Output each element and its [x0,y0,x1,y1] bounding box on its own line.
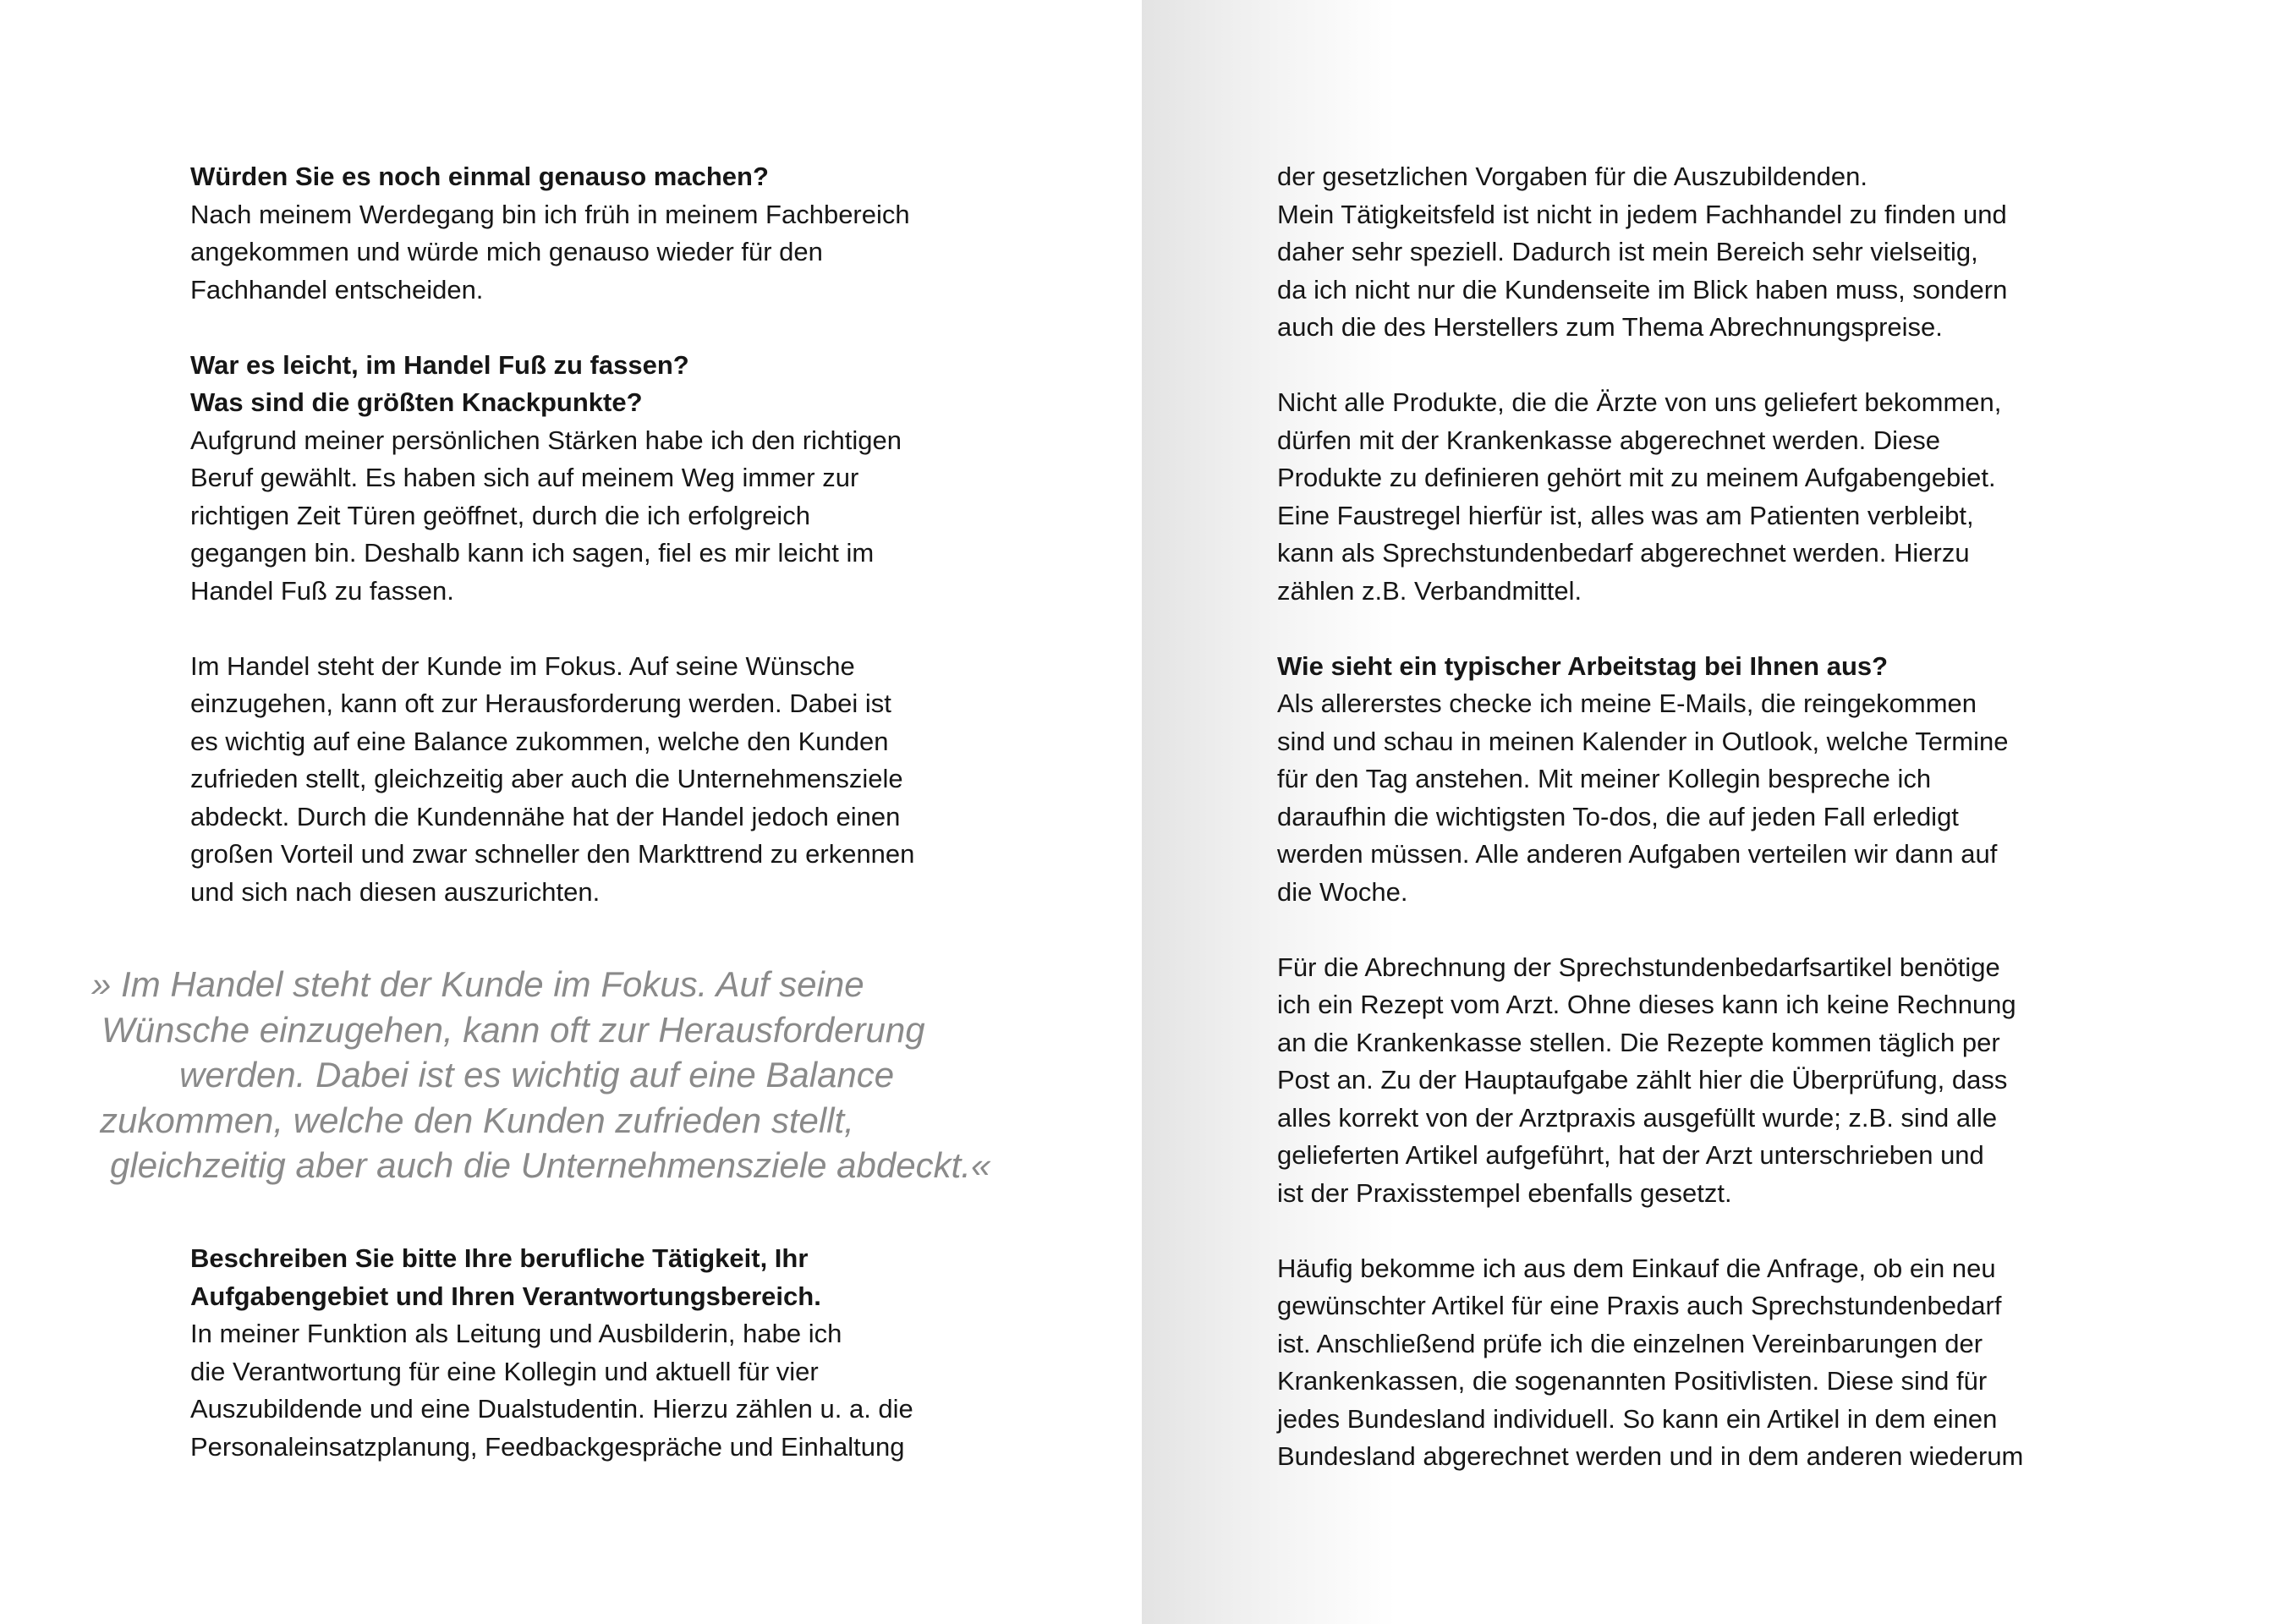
left-column-lower [190,1240,1036,1466]
question-heading: War es leicht, im Handel Fuß zu fassen? Was sind die größten Knackpunkte? [190,349,689,417]
answer-paragraph: Als allererstes checke ich meine E-Mails, die reingekommen sind und schau in meinen Kalender in Outlook, welche Termine für den Tag anstehen. Mit meiner Kollegin bespreche ich daraufhin die wichtigsten To-dos, die auf jeden Fall erledigt werden müssen. Alle anderen Aufgaben verteilen wir dann auf die Woche. [1277,689,2009,907]
right-page [1142,0,2276,1624]
pull-quote: » Im Handel steht der Kunde im Fokus. Auf seine Wünsche einzugehen, kann oft zur Herausforderung werden. Dabei ist es wichtig auf eine Balance zukommen, welche den Kunden zufrieden stellt, gleichzeitig aber auch die Unternehmensziele abdeckt.« [91,964,991,1185]
answer-paragraph: Im Handel steht der Kunde im Fokus. Auf seine Wünsche einzugehen, kann oft zur Herausforderung werden. Dabei ist es wichtig auf eine Balance zukommen, welche den Kunden zufrieden stellt, gleichzeitig aber auch die Unternehmensziele abdeckt. Durch die Kundennähe hat der Handel jedoch einen großen Vorteil und zwar schneller den Markttrend zu erkennen und sich nach diesen auszurichten. [190,650,915,907]
question-heading: Würden Sie es noch einmal genauso machen? [190,162,769,191]
answer-paragraph: Für die Abrechnung der Sprechstundenbedarfsartikel benötige ich ein Rezept vom Arzt. Ohne dieses kann ich keine Rechnung an die Krankenkasse stellen. Die Rezepte kommen täglich per Post an. Zu der Hauptaufgabe zählt hier die Überprüfung, dass alles korrekt von der Arztpraxis ausgefüllt wurde; z.B. sind alle gelieferten Artikel aufgeführt, hat der Arzt unterschrieben und ist der Praxisstempel ebenfalls gesetzt. [1277,952,2016,1208]
answer-paragraph: der gesetzlichen Vorgaben für die Auszubildenden. Mein Tätigkeitsfeld ist nicht in jedem Fachhandel zu finden und daher sehr speziell. Dadurch ist mein Bereich sehr vielseitig, da ich nicht nur die Kundenseite im Blick haben muss, sondern auch die des Herstellers zum Thema Abrechnungspreise. [1277,162,2008,342]
answer-paragraph: Aufgrund meiner persönlichen Stärken habe ich den richtigen Beruf gewählt. Es haben sich auf meinem Weg immer zur richtigen Zeit Türen geöffnet, durch die ich erfolgreich gegangen bin. Deshalb kann ich sagen, fiel es mir leicht im Handel Fuß zu fassen. [190,425,902,606]
answer-paragraph: Häufig bekomme ich aus dem Einkauf die Anfrage, ob ein neu gewünschter Artikel für eine Praxis auch Sprechstundenbedarf ist. Anschließend prüfe ich die einzelnen Vereinbarungen der Krankenkassen, die sogenannten Positivlisten. Diese sind für jedes Bundesland individuell. So kann ein Artikel in dem einen Bundesland abgerechnet werden und in dem anderen wiederum [1277,1253,2024,1471]
question-heading: Wie sieht ein typischer Arbeitstag bei Ihnen aus? [1277,650,1889,681]
left-column [190,158,1036,911]
answer-paragraph: Nach meinem Werdegang bin ich früh in meinem Fachbereich angekommen und würde mich genauso wieder für den Fachhandel entscheiden. [190,199,910,304]
question-heading: Beschreiben Sie bitte Ihre berufliche Tätigkeit, Ihr Aufgabengebiet und Ihren Verantwortungsbereich. [190,1243,821,1311]
answer-paragraph: Nicht alle Produkte, die die Ärzte von uns geliefert bekommen, dürfen mit der Krankenkasse abgerechnet werden. Diese Produkte zu definieren gehört mit zu meinem Aufgabengebiet. Eine Faustregel hierfür ist, alles was am Patienten verbleibt, kann als Sprechstundenbedarf abgerechnet werden. Hierzu zählen z.B. Verbandmittel. [1277,387,2002,606]
right-column [1277,158,2140,1476]
answer-paragraph: In meiner Funktion als Leitung und Ausbilderin, habe ich die Verantwortung für eine Kollegin und aktuell für vier Auszubildende und eine Dualstudentin. Hierzu zählen u. a. die Personaleinsatzplanung, Feedbackgespräche und Einhaltung [190,1319,913,1462]
